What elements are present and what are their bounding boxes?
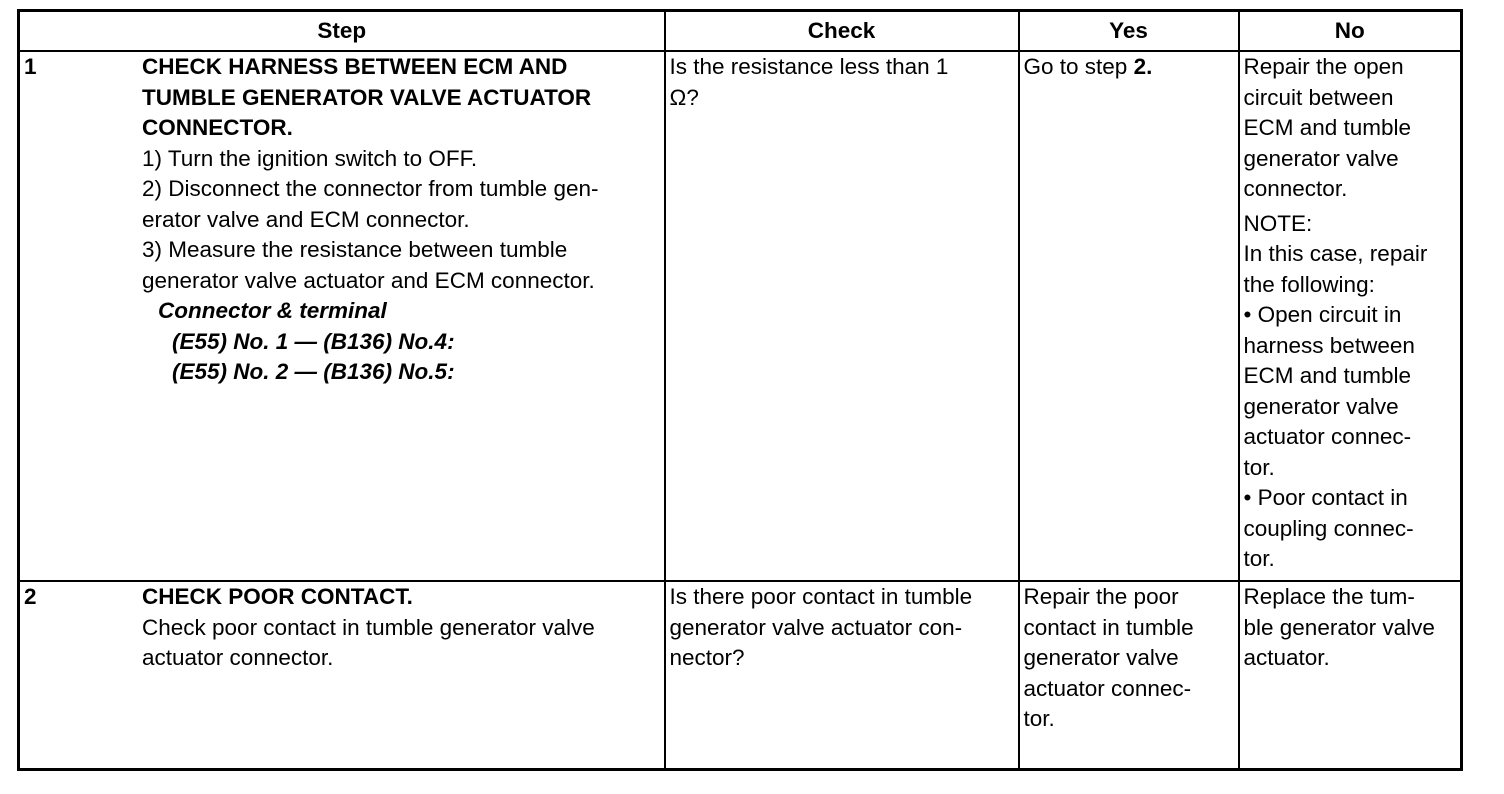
- step-instruction: generator valve actuator and ECM connector.: [142, 267, 595, 293]
- step-instruction: 3) Measure the resistance between tumble: [142, 237, 568, 262]
- step-number: 2: [24, 584, 37, 609]
- bullet-line: • Poor contact in: [1243, 485, 1408, 510]
- header-yes: Yes: [1019, 11, 1239, 52]
- no-text-line: ECM and tumble: [1243, 115, 1412, 140]
- no-text-line: generator valve: [1243, 145, 1399, 171]
- header-no: No: [1239, 11, 1462, 52]
- bullet-line: tor.: [1243, 546, 1275, 571]
- yes-text-line: contact in tumble: [1023, 614, 1194, 640]
- bullet-line: • Open circuit in: [1243, 302, 1402, 327]
- check-text-line: Is there poor contact in tumble: [669, 584, 973, 609]
- header-check: Check: [665, 11, 1019, 52]
- no-text-line: ble generator valve: [1243, 614, 1435, 640]
- yes-text-line: generator valve: [1023, 645, 1179, 670]
- step-instruction: Check poor contact in tumble generator valve: [142, 614, 595, 640]
- step-instruction: actuator connector.: [142, 645, 334, 670]
- yes-text: [1024, 52, 1234, 83]
- connector-terminal-line: (E55) No. 2 — (B136) No.5:: [172, 359, 455, 384]
- step-number: 1: [24, 54, 37, 79]
- no-cell-1: [1239, 51, 1462, 581]
- yes-cell-2: [1019, 581, 1239, 770]
- yes-cell-1: [1019, 51, 1239, 581]
- bullet-line: actuator connec-: [1243, 424, 1412, 449]
- connector-heading: Connector & terminal: [158, 298, 387, 323]
- step-cell-1: [19, 51, 665, 581]
- no-text-line: circuit between: [1243, 84, 1394, 110]
- bullet-line: ECM and tumble: [1243, 363, 1412, 388]
- note-line: the following:: [1243, 271, 1375, 297]
- yes-step-ref: 2.: [1133, 54, 1153, 79]
- no-text-line: connector.: [1243, 176, 1348, 201]
- yes-text-prefix: Go to step: [1023, 54, 1134, 79]
- bullet-line: coupling connec-: [1243, 515, 1414, 541]
- step-title-line: CONNECTOR.: [142, 115, 293, 140]
- no-text-line: Replace the tum-: [1243, 584, 1415, 609]
- table-row: [19, 51, 1462, 581]
- diagnostic-table: [17, 9, 1463, 771]
- step-instruction: 2) Disconnect the connector from tumble gen-: [142, 176, 599, 201]
- bullet-line: tor.: [1243, 454, 1275, 480]
- yes-text-line: Repair the poor: [1023, 584, 1179, 609]
- table-row: [19, 581, 1462, 770]
- header-step: Step: [19, 11, 665, 52]
- step-title-line: TUMBLE GENERATOR VALVE ACTUATOR: [142, 84, 592, 110]
- check-cell-2: [665, 581, 1019, 770]
- step-title-line: CHECK POOR CONTACT.: [142, 584, 413, 609]
- check-text-line: generator valve actuator con-: [669, 614, 963, 640]
- header-row: [19, 11, 1462, 52]
- yes-text-line: tor.: [1023, 706, 1055, 731]
- check-text-line: nector?: [669, 645, 745, 670]
- note-label: NOTE:: [1243, 210, 1313, 236]
- check-cell-1: [665, 51, 1019, 581]
- bullet-line: harness between: [1243, 332, 1415, 358]
- no-cell-2: [1239, 581, 1462, 770]
- check-text-line: Ω?: [669, 84, 699, 110]
- check-text-line: Is the resistance less than 1: [669, 54, 949, 79]
- step-instruction: erator valve and ECM connector.: [142, 206, 470, 232]
- yes-text-line: actuator connec-: [1023, 675, 1192, 701]
- connector-terminal-line: (E55) No. 1 — (B136) No.4:: [172, 328, 455, 354]
- step-cell-2: [19, 581, 665, 770]
- step-title-line: CHECK HARNESS BETWEEN ECM AND: [142, 54, 568, 79]
- bullet-line: generator valve: [1243, 393, 1399, 419]
- step-instruction: 1) Turn the ignition switch to OFF.: [142, 145, 478, 171]
- note-line: In this case, repair: [1243, 241, 1428, 266]
- no-text-line: actuator.: [1243, 645, 1330, 670]
- no-text-line: Repair the open: [1243, 54, 1404, 79]
